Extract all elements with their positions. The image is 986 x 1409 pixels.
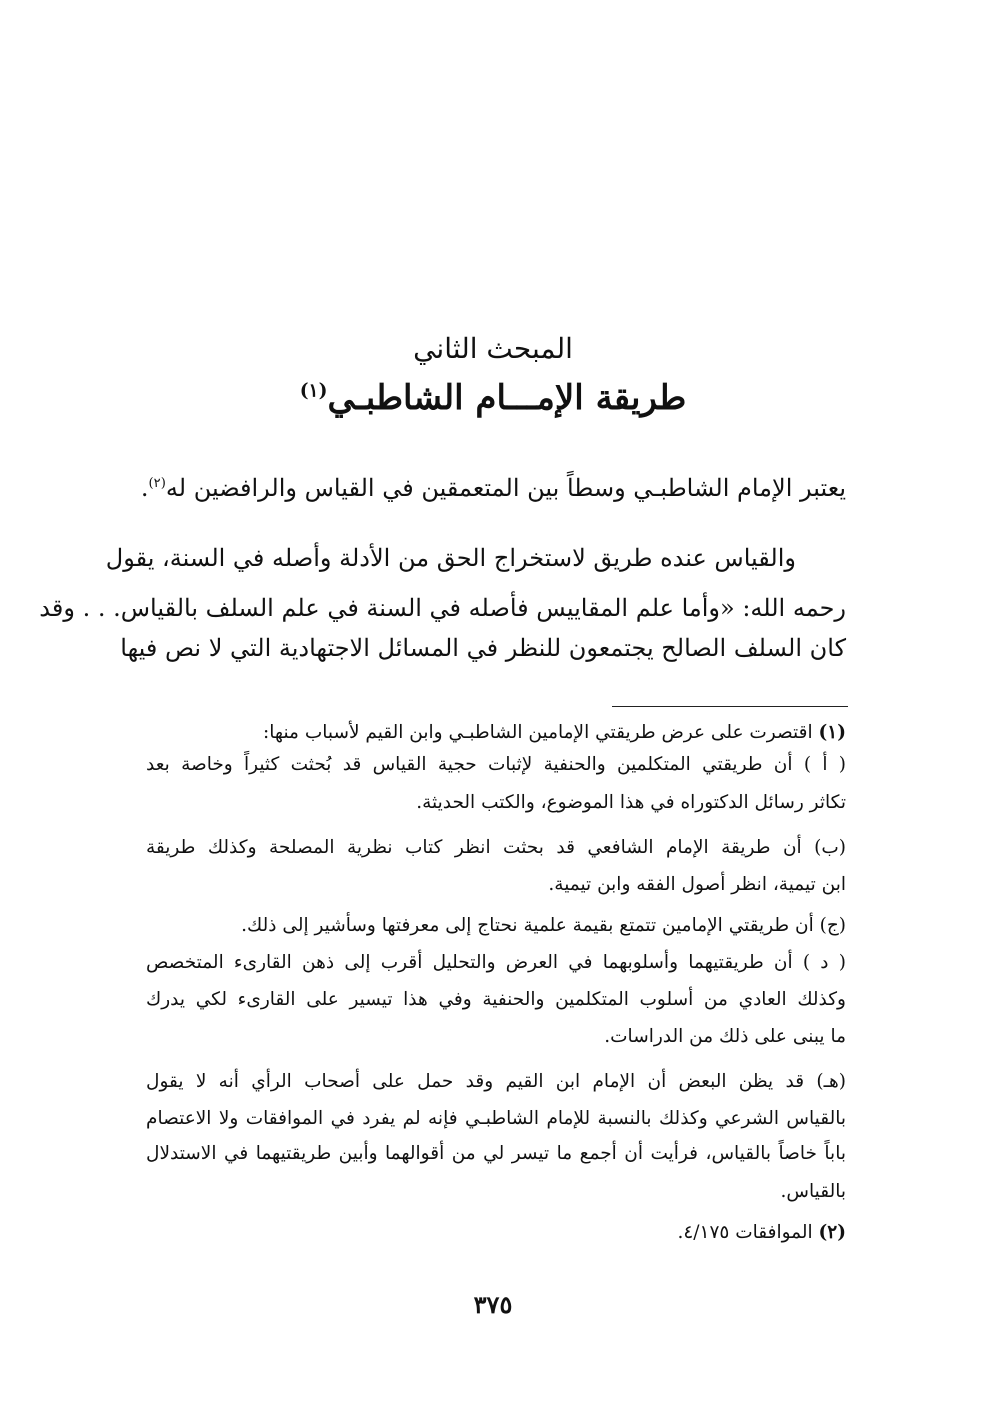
footnote-2 (146, 1220, 846, 1246)
intro-paragraph (140, 467, 846, 505)
paragraph-line-2: رحمه الله: «وأما علم المقاييس فأصله في السنة في علم السلف بالقياس. . . وقد (39, 594, 846, 622)
footnote-separator (612, 706, 848, 707)
footnote-item-b-line-2: ابن تيمية، انظر أصول الفقه وابن تيمية. (548, 874, 846, 895)
paragraph-line-1: والقياس عنده طريق لاستخراج الحق من الأدلة وأصله في السنة، يقول (105, 544, 796, 572)
footnote-2-text: الموافقات ٤/١٧٥. (677, 1222, 813, 1243)
footnote-item-d-line-1: ( د ) أن طريقتيهما وأسلوبهما في العرض والتحليل أقرب إلى ذهن القارىء المتخصص (146, 952, 846, 973)
footnote-item-e-line-2: بالقياس الشرعي وكذلك بالنسبة للإمام الشاطبـي فإنه لم يفرد في الموافقات ولا الاعتصام (146, 1108, 846, 1129)
page-number: ٣٧٥ (473, 1290, 513, 1319)
footnote-item-e-line-4: بالقياس. (780, 1181, 846, 1202)
intro-period: . (140, 474, 149, 502)
paragraph-line-3: كان السلف الصالح يجتمعون للنظر في المسائل الاجتهادية التي لا نص فيها (120, 634, 846, 662)
footnote-1-marker: (١) (818, 722, 846, 743)
chapter-title-text: طريقة الإمـــام الشاطبـي (327, 378, 687, 418)
footnote-2-marker: (٢) (818, 1222, 846, 1243)
footnote-1-intro (146, 720, 846, 746)
footnote-item-d-line-3: ما يبنى على ذلك من الدراسات. (604, 1026, 846, 1047)
chapter-title (0, 378, 986, 418)
footnote-item-d-line-2: وكذلك العادي من أسلوب المتكلمين والحنفية وفي هذا تيسير على القارىء لكي يدرك (146, 989, 846, 1010)
footnote-item-c: (ج) أن طريقتي الإمامين تتمتع بقيمة علمية نحتاج إلى معرفتها وسأشير إلى ذلك. (241, 915, 846, 936)
footnote-item-b-line-1: (ب) أن طريقة الإمام الشافعي قد بحثت انظر كتاب نظرية المصلحة وكذلك طريقة (146, 837, 846, 858)
footnote-1-intro-text: اقتصرت على عرض طريقتي الإمامين الشاطبـي وابن القيم لأسباب منها: (263, 722, 813, 743)
footnote-item-e-line-1: (هـ) قد يظن البعض أن الإمام ابن القيم وقد حمل على أصحاب الرأي أنه لا يقول (146, 1071, 846, 1092)
footnote-item-a-line-2: تكاثر رسائل الدكتوراه في هذا الموضوع، والكتب الحديثة. (416, 792, 846, 813)
section-heading: المبحث الثاني (413, 332, 573, 365)
intro-text: يعتبر الإمام الشاطبـي وسطاً بين المتعمقين في القياس والرافضين له (165, 474, 846, 502)
intro-footnote-marker: (٢) (148, 476, 166, 491)
footnote-item-a-line-1: ( أ ) أن طريقتي المتكلمين والحنفية لإثبات حجية القياس قد بُحثت كثيراً وخاصة بعد (146, 754, 846, 775)
footnote-item-e-line-3: باباً خاصاً بالقياس، فرأيت أن أجمع ما تيسر لي من أقوالهما وأبين طريقتيهما في الاستدلال (146, 1143, 846, 1164)
title-footnote-marker: (١) (299, 379, 328, 402)
